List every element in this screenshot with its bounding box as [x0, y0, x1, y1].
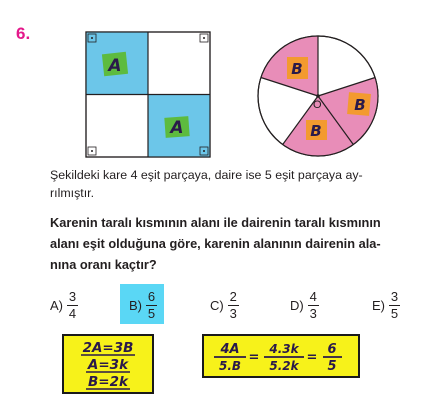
solution-note-left [62, 334, 154, 394]
question-number: 6. [16, 24, 31, 43]
question-prompt [50, 212, 422, 275]
note-left-text [64, 336, 152, 392]
option-b-fraction [146, 290, 157, 321]
circle-label-1: B [291, 60, 303, 78]
option-c-denominator: 3 [229, 305, 237, 321]
option-b[interactable] [129, 288, 157, 322]
option-a-denominator: 4 [68, 305, 77, 321]
option-b-letter: B) [129, 297, 142, 313]
option-d-fraction [308, 290, 319, 321]
note-right-mid-den: 5.2k [269, 359, 299, 373]
description-line-2: rılmıştır. [50, 186, 95, 200]
circle-label-3: B [310, 122, 322, 140]
option-c[interactable] [210, 288, 239, 322]
prompt-line-1: Karenin taralı kısmının alanı ile dairenin taralı kısmının [50, 215, 381, 230]
option-c-letter: C) [210, 297, 224, 313]
note-right-lhs-num: 4A [220, 342, 240, 357]
option-d-letter: D) [290, 297, 304, 313]
note-left-line-2: A=3k [87, 357, 129, 373]
option-a-letter: A) [50, 297, 63, 313]
circle-center-point [316, 94, 320, 98]
note-right-lhs-den: 5.B [218, 359, 242, 373]
note-right-rhs-num: 6 [327, 342, 337, 357]
description-line-1: Şekildeki kare 4 eşit parçaya, daire ise 5 eşit parçaya ay- [50, 168, 363, 182]
option-a-fraction [67, 290, 78, 321]
circle-label-2: B [354, 96, 366, 114]
option-b-numerator: 6 [147, 288, 156, 304]
solution-note-right [202, 334, 360, 378]
note-left-line-1: 2A=3B [82, 340, 134, 356]
option-c-fraction [228, 290, 239, 321]
square-figure [86, 32, 210, 157]
option-c-numerator: 2 [229, 288, 237, 304]
note-right-rhs-den: 5 [327, 359, 337, 374]
option-e-denominator: 5 [390, 305, 399, 321]
question-description [50, 166, 420, 202]
svg-text:=: = [248, 350, 260, 365]
note-right-equation [204, 336, 358, 376]
option-a[interactable] [50, 288, 78, 322]
note-left-line-3: B=2k [88, 374, 128, 390]
option-b-denominator: 5 [147, 305, 156, 321]
square-label-2: A [170, 118, 184, 138]
prompt-line-3: nına oranı kaçtır? [50, 257, 157, 272]
option-d[interactable] [290, 288, 319, 322]
option-d-numerator: 4 [309, 288, 317, 304]
circle-figure [258, 36, 378, 156]
figure [0, 0, 429, 170]
option-e-numerator: 3 [390, 288, 399, 304]
svg-text:=: = [306, 350, 318, 365]
prompt-line-2: alanı eşit olduğuna göre, karenin alanının dairenin ala- [50, 236, 381, 251]
circle-center-label: O [313, 99, 322, 111]
option-a-numerator: 3 [68, 288, 77, 304]
note-right-mid-num: 4.3k [269, 342, 299, 356]
option-d-denominator: 3 [309, 305, 317, 321]
square-label-1: A [108, 56, 122, 76]
option-e[interactable] [372, 288, 400, 322]
option-e-fraction [389, 290, 400, 321]
option-e-letter: E) [372, 297, 385, 313]
